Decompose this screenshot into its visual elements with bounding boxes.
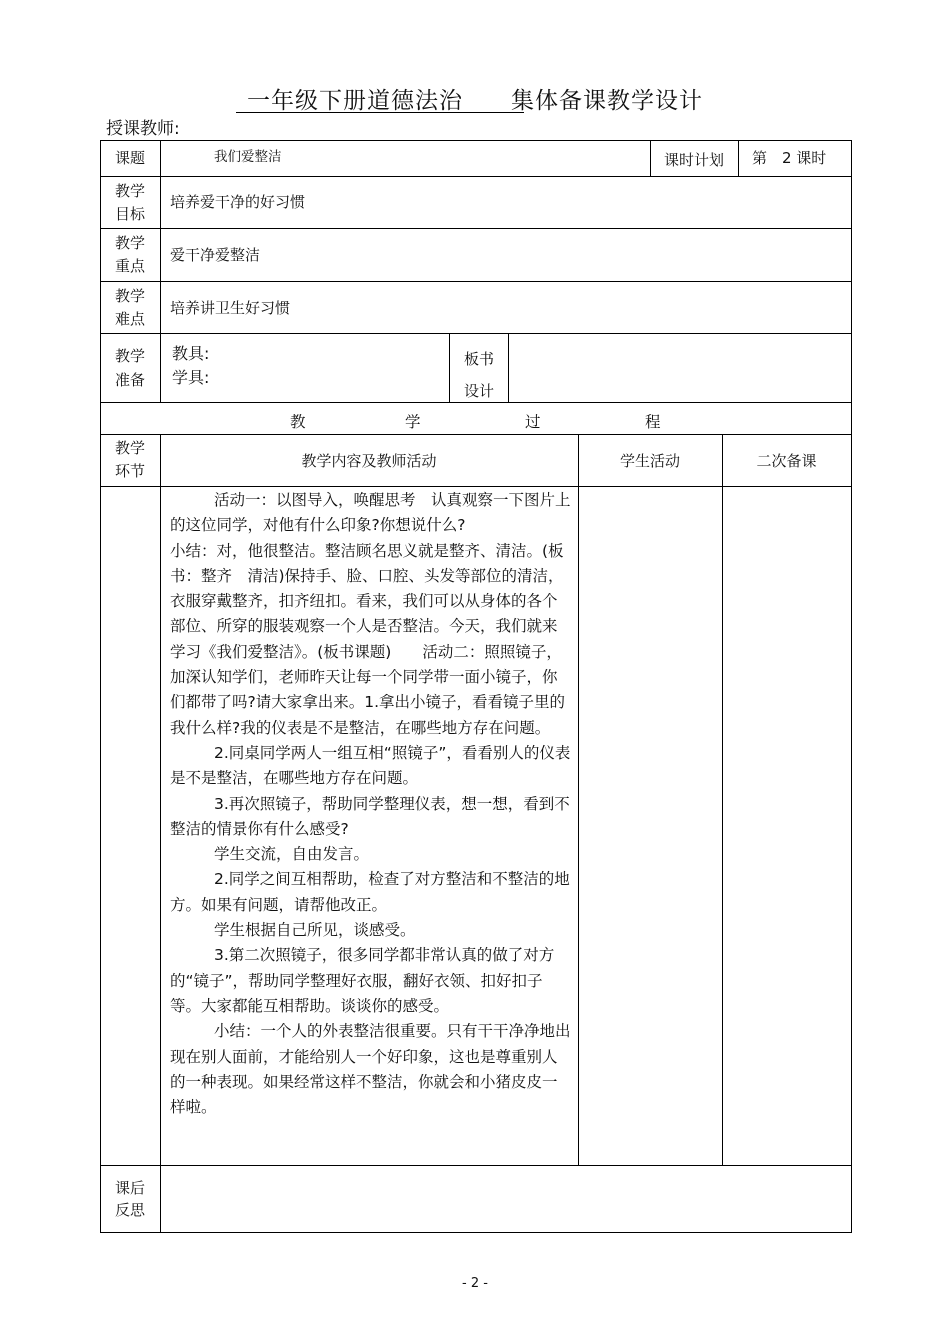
process-heading	[160, 410, 850, 434]
stage-label: 教学环节	[114, 439, 145, 480]
content-header: 教学内容及教师活动	[301, 452, 437, 470]
second-prep-header: 二次备课	[756, 452, 817, 470]
prep-label: 教学准备	[114, 347, 145, 389]
reflection-label: 课后反思	[114, 1179, 145, 1219]
column-divider	[160, 434, 161, 1233]
page-number: - 2 -	[462, 1276, 488, 1291]
goal-value: 培养爱干净的好习惯	[170, 193, 306, 211]
student-activity-header: 学生活动	[619, 452, 680, 470]
process-char: 教	[290, 413, 306, 431]
row-divider	[100, 434, 852, 435]
process-char: 学	[405, 413, 421, 431]
column-divider	[508, 333, 509, 403]
content-paragraph: 2.同学之间互相帮助，检查了对方整洁和不整洁的地方。如果有问题，请帮他改正。	[170, 870, 570, 914]
focus-value: 爱干净爱整洁	[170, 246, 261, 264]
column-divider	[578, 434, 579, 1166]
row-divider	[100, 333, 852, 334]
column-divider	[738, 140, 739, 177]
content-paragraph: 小结：一个人的外表整洁很重要。只有干干净净地出现在别人面前，才能给别人一个好印象，这也是尊重别人的一种表现。如果经常这样不整洁，你就会和小猪皮皮一样啦。	[170, 1022, 571, 1117]
difficulty-label: 教学难点	[114, 287, 145, 328]
content-paragraph: 学生根据自己所见，谈感受。	[214, 921, 416, 940]
prep-student-tools: 学具:	[172, 368, 210, 387]
content-paragraph: 3.第二次照镜子，很多同学都非常认真的做了对方的“镜子”，帮助同学整理好衣服，翻好衣领、扣好扣子等。大家都能互相帮助。谈谈你的感受。	[170, 946, 555, 1015]
table-border	[100, 140, 101, 1233]
page-title: 一年级下册道德法治 集体备课教学设计	[247, 88, 703, 114]
column-divider	[160, 140, 161, 403]
column-divider	[722, 434, 723, 1166]
content-paragraph: 学生交流，自由发言。	[214, 845, 370, 864]
difficulty-value: 培养讲卫生好习惯	[170, 299, 291, 317]
row-divider	[100, 1165, 852, 1166]
content-paragraph: 2.同桌同学两人一组互相“照镜子”，看看别人的仪表是不是整洁，在哪些地方存在问题。	[170, 743, 571, 788]
row-divider	[100, 228, 852, 229]
plan-value: 第 2 课时	[752, 149, 827, 167]
content-paragraph: 活动一：以图导入，唤醒思考 认真观察一下图片上的这位同学，对他有什么印象?你想说什么?	[170, 491, 571, 535]
goal-label: 教学目标	[114, 182, 145, 223]
column-divider	[449, 333, 450, 403]
prep-teacher-tools: 教具:	[172, 344, 210, 363]
process-char: 程	[645, 413, 661, 431]
table-border	[100, 1232, 852, 1233]
process-char: 过	[525, 413, 541, 431]
row-divider	[100, 281, 852, 282]
table-border	[851, 140, 852, 1233]
focus-label: 教学重点	[114, 234, 145, 275]
topic-label: 课题	[114, 149, 145, 167]
teaching-content	[170, 488, 572, 1120]
board-design-label: 板书设计	[463, 350, 494, 400]
content-paragraph: 3.再次照镜子，帮助同学整理仪表，想一想，看到不整洁的情景你有什么感受?	[170, 794, 570, 838]
plan-label: 课时计划	[663, 151, 724, 169]
teacher-label: 授课教师:	[106, 119, 180, 139]
topic-value: 我们爱整洁	[214, 149, 282, 165]
content-paragraph: 小结：对，他很整洁。整洁顾名思义就是整齐、清洁。(板书：整齐 清洁)保持手、脸、口腔、头发等部位的清洁，衣服穿戴整齐，扣齐纽扣。看来，我们可以从身体的各个部位、所穿的服装观察一个人是否整洁。今天，我们就来学习《我们爱整洁》。(板书课题) 活动二：照照镜子，加深认知学们，老师昨天让每一个同学带一面小镜子，你们都带了吗?请大家拿出来。1.拿出小镜子，看看镜子里的我什么样?我的仪表是不是整洁，在哪些地方存在问题。	[170, 541, 566, 737]
